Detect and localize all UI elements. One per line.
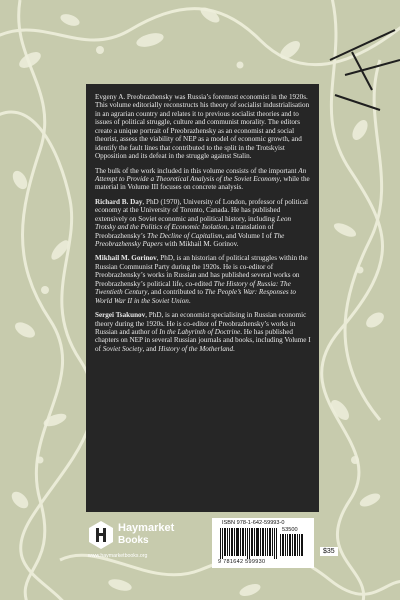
bio-text: with Mikhail M. Gorinov.	[162, 240, 239, 248]
publisher-block	[88, 520, 198, 560]
bio-text: .	[188, 296, 191, 305]
book-title: Soviet Society	[102, 344, 143, 353]
bio-text: . He has published chapters on NEP in several Russian journals and books, including Volume I of	[95, 327, 311, 353]
barcode-box	[212, 518, 314, 568]
price-label: $35	[320, 547, 338, 556]
volume-contents-text-end: , while the material in Volume III focuses on concrete analysis.	[95, 174, 310, 192]
book-title: The Preobrazhensky Papers	[95, 231, 285, 248]
book-title: Leon Trotsky and the Politics of Economic Isolation	[95, 214, 292, 232]
bio-richard-day	[95, 198, 311, 249]
back-cover-text	[95, 93, 311, 359]
bio-text: , PhD, is an economist specialising in Russian economic theory during the 1920s. He is co-editor of Preobrazhensky’s works in Russian and author of	[95, 311, 307, 336]
isbn-label: ISBN 978-1-642-59993-0	[222, 520, 285, 526]
bio-text: .	[233, 344, 235, 353]
bio-text: , PhD, is an historian of political struggles within the Russian Communist Party during the 1920s. He is co-editor of Preobrazhensky’s works in Russian and has published several works on Preobrazhensky’s political life, co-edited	[95, 254, 308, 288]
book-title: The People’s War: Responses to World War II in the Soviet Union	[95, 288, 296, 305]
price-barcode-icon	[280, 534, 304, 556]
book-title: In the Labyrinth of Doctrine	[159, 327, 241, 336]
publisher-name-line-2: Books	[118, 535, 149, 546]
publisher-url: www.haymarketbooks.org	[88, 553, 148, 559]
bio-sergei-tsakunov	[95, 311, 311, 353]
volume-contents-text: The bulk of the work included in this volume consists of the important	[95, 166, 299, 175]
author-name: Richard B. Day	[95, 197, 143, 206]
bio-text: , PhD (1970), University of London, professor of political economy at the University of Toronto, Canada. He has published extensively on Soviet economic and political history, including	[95, 197, 309, 223]
bio-mikhail-gorinov	[95, 254, 311, 305]
bio-text: , and contributed to	[147, 288, 205, 297]
isbn-barcode-icon	[220, 528, 278, 559]
book-description: Evgeny A. Preobrazhensky was Russia’s foremost economist in the 1920s. This volume editorially reconstructs his theory of socialist industrialisation in an agrarian country and relates it to previous socialist theories and to issues of political struggle, culture and communist morality. The editors create a unique portrait of Preobrazhensky as an economist and social theorist, assess the viability of NEP as a model of economic growth, and identify the fault lines that contributed to the split in the Trotskyist Opposition and its defeat in the struggle against Stalin.	[95, 93, 310, 161]
volume-contents-paragraph	[95, 167, 311, 192]
bio-text: , and Volume I of	[222, 231, 274, 240]
haymarket-logo-icon	[88, 520, 114, 550]
book-title: The History of Russia: The Twentieth Century	[95, 279, 291, 297]
price-code: 53500	[282, 527, 298, 533]
author-name: Mikhail M. Gorinov	[95, 254, 157, 263]
bio-text: , a translation of Preobrazhensky’s	[95, 223, 274, 240]
barcode-digits: 9 781642 599930	[218, 559, 266, 565]
featured-work-title: An Attempt to Provide a Theoretical Analysis of the Soviet Economy	[95, 166, 307, 183]
publisher-name-line-1: Haymarket	[118, 522, 175, 534]
book-title: History of the Motherland	[158, 344, 234, 353]
bio-text: , and	[142, 344, 159, 353]
book-title: The Decline of Capitalism	[147, 231, 223, 240]
author-name: Sergei Tsakunov	[95, 311, 146, 320]
